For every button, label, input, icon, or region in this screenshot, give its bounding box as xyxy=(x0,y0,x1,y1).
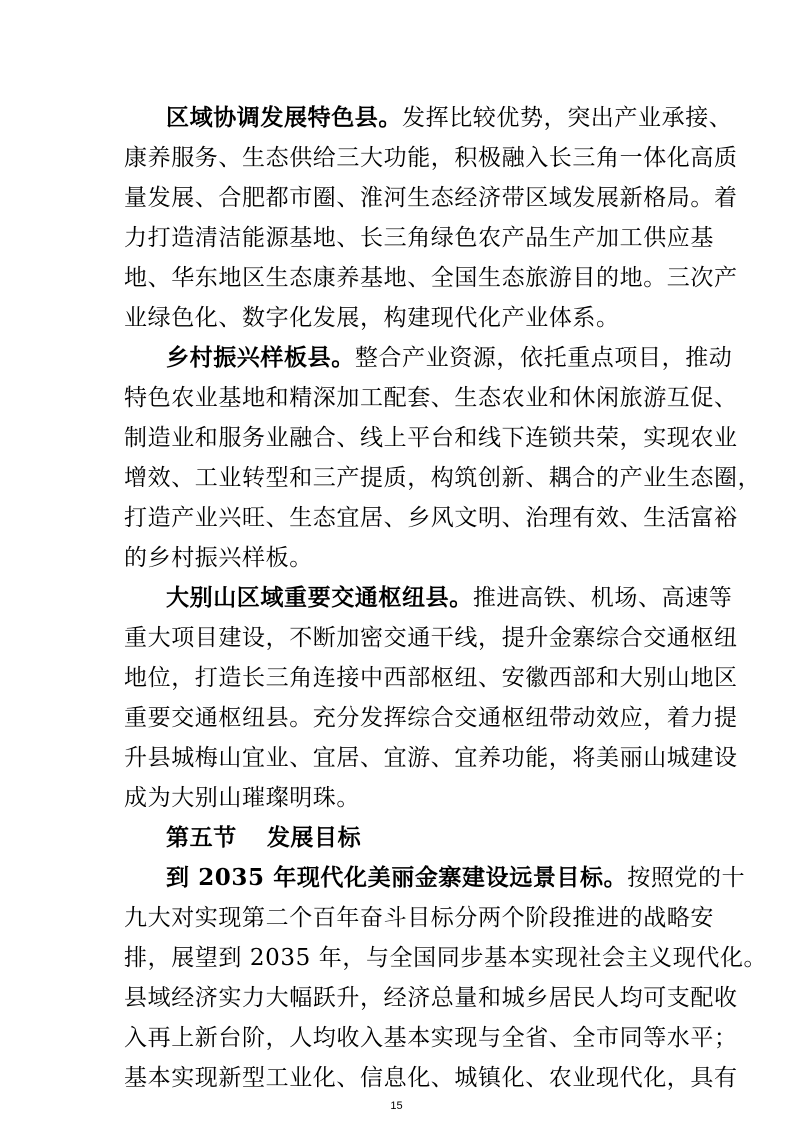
paragraph-line: 特色农业基地和精深加工配套、生态农业和休闲旅游互促、 xyxy=(124,385,738,411)
paragraph-text: 发挥比较优势，突出产业承接、 xyxy=(402,105,733,131)
paragraph-line: 排，展望到 2035 年，与全国同步基本实现社会主义现代化。 xyxy=(124,945,768,971)
paragraph-line: 升县城梅山宜业、宜居、宜游、宜养功能，将美丽山城建设 xyxy=(124,745,738,771)
paragraph-line xyxy=(166,578,733,618)
section-heading xyxy=(166,818,361,858)
paragraph-line: 制造业和服务业融合、线上平台和线下连锁共荣，实现农业 xyxy=(124,425,738,451)
paragraph-line: 地位，打造长三角连接中西部枢纽、安徽西部和大别山地区 xyxy=(124,665,738,691)
paragraph-line: 基本实现新型工业化、信息化、城镇化、农业现代化，具有 xyxy=(124,1065,738,1091)
paragraph-line: 重要交通枢纽县。充分发挥综合交通枢纽带动效应，着力提 xyxy=(124,705,738,731)
paragraph-line: 增效、工业转型和三产提质，构筑创新、耦合的产业生态圈， xyxy=(124,465,762,491)
paragraph-line xyxy=(166,98,733,138)
paragraph-line: 入再上新台阶，人均收入基本实现与全省、全市同等水平； xyxy=(124,1025,738,1051)
paragraph-line xyxy=(166,858,746,898)
paragraph-line: 的乡村振兴样板。 xyxy=(124,545,313,571)
paragraph-line: 县域经济实力大幅跃升，经济总量和城乡居民人均可支配收 xyxy=(124,985,738,1011)
paragraph-lead: 到 2035 年现代化美丽金寨建设远景目标。 xyxy=(166,864,628,891)
paragraph-lead: 区域协调发展特色县。 xyxy=(166,104,402,131)
paragraph-line: 九大对实现第二个百年奋斗目标分两个阶段推进的战略安 xyxy=(124,905,714,931)
paragraph-line: 重大项目建设，不断加密交通干线，提升金寨综合交通枢纽 xyxy=(124,625,738,651)
paragraph-line: 业绿色化、数字化发展，构建现代化产业体系。 xyxy=(124,305,620,331)
paragraph-line: 打造产业兴旺、生态宜居、乡风文明、治理有效、生活富裕 xyxy=(124,505,738,531)
paragraph-line: 地、华东地区生态康养基地、全国生态旅游目的地。三次产 xyxy=(124,265,738,291)
paragraph-text: 推进高铁、机场、高速等 xyxy=(472,585,733,611)
paragraph-line: 成为大别山璀璨明珠。 xyxy=(124,785,360,811)
paragraph-line: 康养服务、生态供给三大功能，积极融入长三角一体化高质 xyxy=(124,145,738,171)
paragraph-line: 力打造清洁能源基地、长三角绿色农产品生产加工供应基 xyxy=(124,225,714,251)
paragraph-lead: 乡村振兴样板县。 xyxy=(166,344,355,371)
paragraph-text: 按照党的十 xyxy=(627,865,746,891)
paragraph-text: 整合产业资源，依托重点项目，推动 xyxy=(354,345,733,371)
paragraph-line: 量发展、合肥都市圈、淮河生态经济带区域发展新格局。着 xyxy=(124,185,738,211)
section-number: 第五节 xyxy=(166,824,237,851)
section-title: 发展目标 xyxy=(266,824,362,851)
paragraph-lead: 大别山区域重要交通枢纽县。 xyxy=(166,584,473,611)
paragraph-line xyxy=(166,338,733,378)
page-number: 15 xyxy=(390,1100,403,1112)
